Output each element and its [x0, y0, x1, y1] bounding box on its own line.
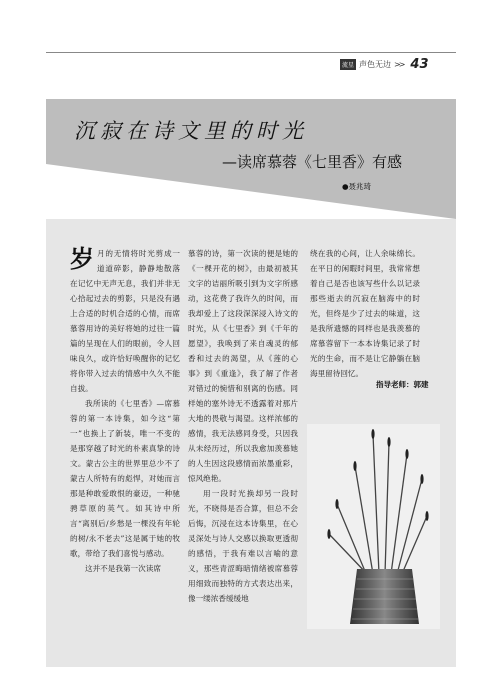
page-header [340, 56, 429, 72]
text-column-3 [310, 246, 420, 381]
paragraph: 我所读的《七里香》—席慕蓉的第一本诗集，如今这“第一”也换上了新装，唯一不变的是那穿越了时光的朴素真挚的诗文。蒙古公主的世界里总少不了蒙古人所特有的彪悍，对她而言那是种敢爱敢恨的豪迈，一种驰骋草原的英气。如其诗中所言“离别后/乡愁是一棵没有年轮的树/永不老去”这是属于她的牧歌，带给了我们喜悦与感动。 [70, 399, 180, 558]
title-banner [46, 99, 456, 219]
text-column-1 [70, 246, 180, 576]
chevron-right-icon: >> [394, 59, 404, 69]
article-title: 沉寂在诗文里的时光 [74, 119, 308, 143]
brushes-in-holder-icon [307, 424, 440, 629]
section-name: 声色无边 [359, 59, 392, 69]
article-subtitle: —读席慕蓉《七里香》有感 [222, 153, 403, 171]
paragraph: 慕蓉的诗，第一次读的便是她的《一棵开花的树》，由最初被其文字的诘丽所吸引到为文字所感动，这花费了我许久的时间，而我却爱上了这段深深浸入诗文的时光，从《七里香》到《千年的愿望》，我唤到了来自魂灵的郁香和过去的渴望，从《莲的心事》到《重逢》，我了解了作者对错过的惋惜和别离的伤感。同样她的塞外诗无不透露着对那片大地的畏敬与渴望。这样浓郁的感情，我无法感同身受，只因我从未经历过，所以我愈加羡慕她的人生因这段感情而浓墨重彩，惊风绝艳。 [188, 249, 298, 483]
text-column-2 [188, 246, 298, 606]
paragraph: 绕在我的心间，让人余味绵长。在平日的闲暇时间里，我常常想着自己是否也该写些什么以记录那些逝去的沉寂在脑海中的时光，但终是少了过去的味道，这是我所遗憾的同样也是我羡慕的席慕蓉留下一本本诗集记录了时光的生命，而不是让它静躺在脑海里留待回忆。 [310, 249, 420, 378]
page-number: 43 [410, 56, 429, 72]
section-tag: 流星 [340, 59, 356, 70]
paragraph: 这并不是我第一次读席 [85, 564, 161, 573]
article-author: ●聂兆琦 [342, 182, 372, 191]
paragraph [70, 246, 180, 396]
paragraph-text: 月的无情将时光剪成一道道碎影，静静地散落在记忆中无声无息，我们并非无心拾起过去的剪影，只是没有遇上合适的时机合适的心情，而席慕蓉用诗的美好将她的过往一篇篇的呈现在人们的眼前，令人回味良久，或许恰好唤醒你的记忆将你带入过去的情感中久久不能自拔。 [70, 249, 180, 393]
drop-cap: 岁 [70, 244, 94, 273]
advisor-credit: 指导老师：郭建 [376, 380, 429, 389]
paragraph: 用一段时光换却另一段时光，不晓得是否合算，但总不会后悔，沉浸在这本诗集里，在心灵深处与诗人交感以换取更透彻的感悟，于我有难以言喻的意义，那些青涩晦暗情绪被席慕蓉用细致而独特的方式表达出来，像一缕浓香缓缓地 [188, 489, 298, 603]
